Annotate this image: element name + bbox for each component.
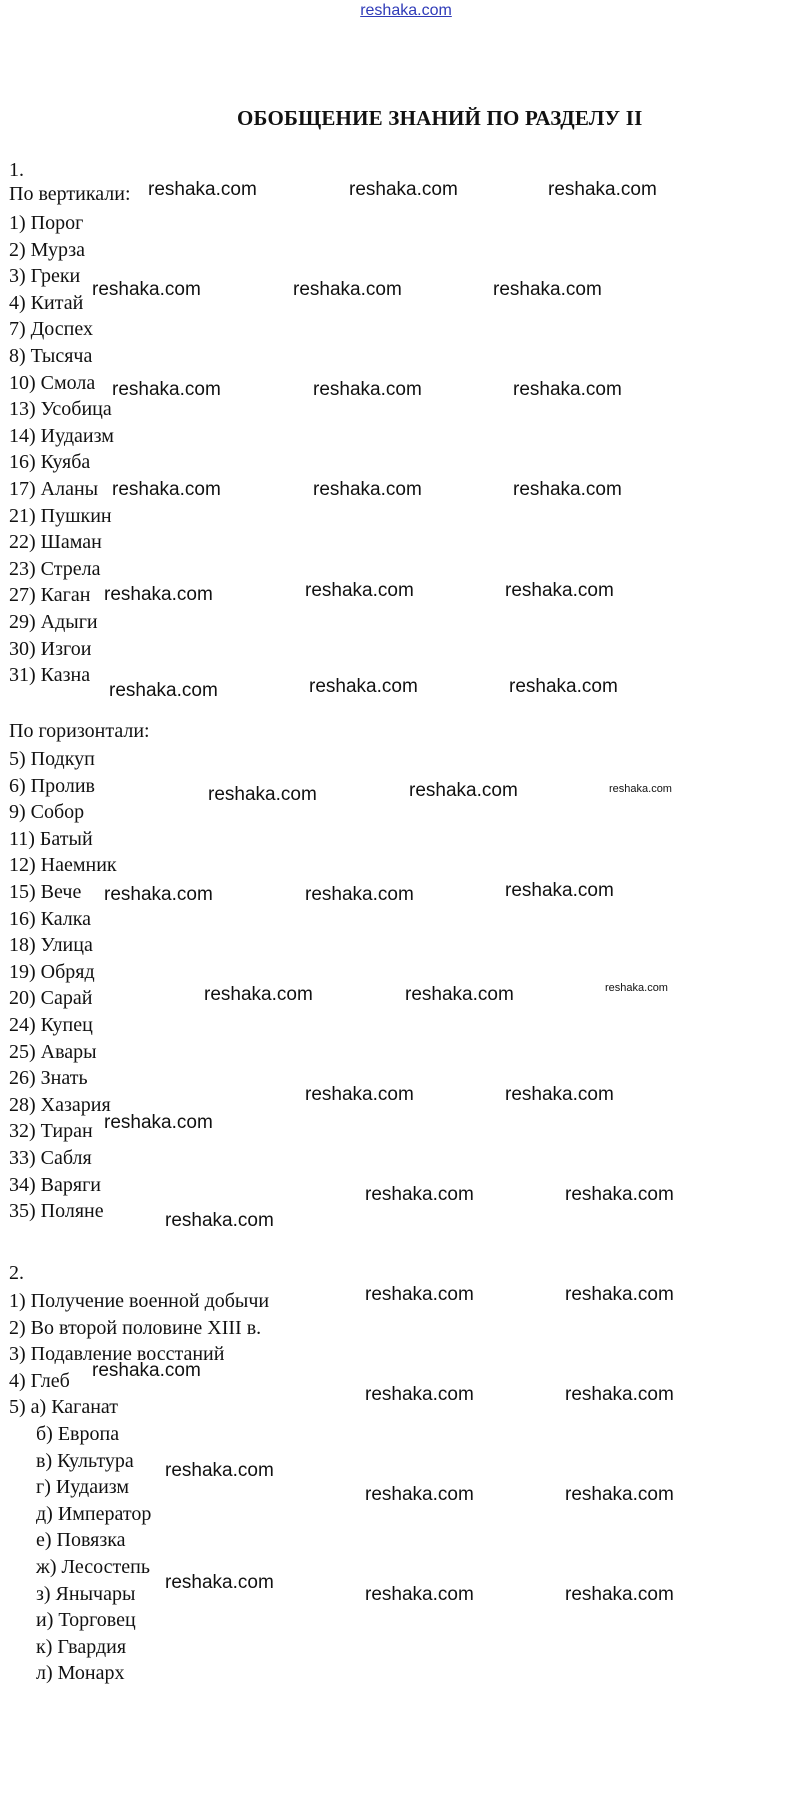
horizontal-answer: 28) Хазария (9, 1093, 111, 1116)
vertical-answer: 22) Шаман (9, 531, 102, 554)
watermark: reshaka.com (349, 179, 458, 200)
vertical-answer: 16) Куяба (9, 451, 91, 474)
task-2-subanswer: б) Европа (36, 1423, 120, 1445)
task-2-answer: 2) Во второй половине XIII в. (9, 1316, 262, 1339)
watermark: reshaka.com (305, 1084, 414, 1105)
watermark: reshaka.com (165, 1572, 274, 1593)
watermark: reshaka.com (104, 884, 213, 905)
watermark: reshaka.com (92, 1360, 201, 1381)
task-2-answers-list (9, 1288, 269, 1421)
horizontal-answer: 6) Пролив (9, 774, 95, 797)
watermark: reshaka.com (204, 984, 313, 1005)
watermark: reshaka.com (505, 580, 614, 601)
task-2-answer: 5) а) Каганат (9, 1396, 119, 1419)
horizontal-answer: 25) Авары (9, 1040, 97, 1063)
task-2-subanswer: г) Иудаизм (36, 1476, 130, 1499)
watermark: reshaka.com (609, 783, 672, 795)
watermark: reshaka.com (565, 1484, 674, 1505)
horizontal-answer: 18) Улица (9, 934, 93, 957)
horizontal-answer: 9) Собор (9, 801, 85, 824)
horizontal-answer: 32) Тиран (9, 1120, 93, 1143)
watermark: reshaka.com (112, 479, 221, 500)
horizontal-answer: 33) Сабля (9, 1146, 92, 1169)
vertical-answer: 23) Стрела (9, 557, 101, 580)
watermark: reshaka.com (493, 279, 602, 300)
vertical-answer: 21) Пушкин (9, 504, 112, 527)
watermark: reshaka.com (509, 676, 618, 697)
watermark: reshaka.com (313, 479, 422, 500)
horizontal-answer: 35) Поляне (9, 1200, 104, 1223)
task-2-subanswer: в) Культура (36, 1449, 134, 1472)
task-2-subanswer: з) Янычары (36, 1582, 136, 1605)
horizontal-heading: По горизонтали: (9, 720, 150, 742)
watermark: reshaka.com (565, 1284, 674, 1305)
watermark: reshaka.com (109, 680, 218, 701)
vertical-answer: 1) Порог (9, 212, 84, 234)
vertical-answer: 4) Китай (9, 291, 84, 314)
task-2-subanswer: и) Торговец (36, 1609, 136, 1632)
vertical-answer: 17) Аланы (9, 477, 99, 500)
watermark: reshaka.com (565, 1384, 674, 1405)
task-2-subanswers-list (36, 1421, 151, 1687)
task-2-answer: 3) Подавление восстаний (9, 1343, 225, 1366)
horizontal-answer: 5) Подкуп (9, 748, 95, 770)
vertical-answer: 8) Тысяча (9, 344, 93, 367)
watermark: reshaka.com (365, 1184, 474, 1205)
watermark: reshaka.com (409, 780, 518, 801)
watermark: reshaka.com (365, 1484, 474, 1505)
watermark: reshaka.com (513, 479, 622, 500)
watermark: reshaka.com (208, 784, 317, 805)
page-title: ОБОБЩЕНИЕ ЗНАНИЙ ПО РАЗДЕЛУ II (237, 106, 643, 130)
watermark: reshaka.com (313, 379, 422, 400)
watermark: reshaka.com (165, 1460, 274, 1481)
vertical-answer: 2) Мурза (9, 238, 85, 261)
task-1-number: 1. (9, 159, 24, 181)
horizontal-answer: 11) Батый (9, 827, 93, 850)
watermark: reshaka.com (548, 179, 657, 200)
task-2-answer: 1) Получение военной добычи (9, 1290, 270, 1312)
source-link[interactable]: reshaka.com (360, 2, 452, 19)
vertical-heading: По вертикали: (9, 183, 131, 205)
watermark: reshaka.com (365, 1584, 474, 1605)
task-2-subanswer: ж) Лесостепь (36, 1555, 150, 1578)
horizontal-answers-list (9, 746, 117, 1225)
watermark: reshaka.com (505, 1084, 614, 1105)
horizontal-answer: 19) Обряд (9, 960, 95, 983)
horizontal-answer: 34) Варяги (9, 1173, 101, 1196)
horizontal-answer: 26) Знать (9, 1067, 88, 1090)
watermark: reshaka.com (505, 880, 614, 901)
vertical-answer: 3) Греки (9, 265, 81, 288)
task-2-subanswer: д) Император (36, 1502, 152, 1525)
watermark: reshaka.com (309, 676, 418, 697)
watermark: reshaka.com (405, 984, 514, 1005)
task-2-subanswer: к) Гвардия (36, 1635, 127, 1658)
watermark: reshaka.com (513, 379, 622, 400)
horizontal-answer: 15) Вече (9, 880, 82, 903)
watermark: reshaka.com (365, 1384, 474, 1405)
horizontal-answer: 16) Калка (9, 907, 92, 930)
watermark: reshaka.com (92, 279, 201, 300)
task-2-number: 2. (9, 1262, 24, 1284)
horizontal-answer: 20) Сарай (9, 987, 93, 1010)
watermark: reshaka.com (565, 1184, 674, 1205)
watermark: reshaka.com (293, 279, 402, 300)
vertical-answer: 7) Доспех (9, 318, 93, 341)
watermark: reshaka.com (104, 1112, 213, 1133)
vertical-answer: 30) Изгои (9, 637, 92, 660)
vertical-answer: 13) Усобица (9, 398, 112, 421)
watermark: reshaka.com (165, 1210, 274, 1231)
watermark: reshaka.com (305, 580, 414, 601)
vertical-answer: 31) Казна (9, 664, 91, 687)
task-2-subanswer: е) Повязка (36, 1529, 126, 1552)
vertical-answer: 14) Иудаизм (9, 424, 114, 447)
watermark: reshaka.com (148, 179, 257, 200)
vertical-answer: 10) Смола (9, 371, 96, 394)
watermark: reshaka.com (112, 379, 221, 400)
watermark: reshaka.com (605, 982, 668, 994)
watermark: reshaka.com (365, 1284, 474, 1305)
horizontal-answer: 12) Наемник (9, 854, 117, 877)
horizontal-answer: 24) Купец (9, 1013, 93, 1036)
watermark: reshaka.com (565, 1584, 674, 1605)
task-2-answer: 4) Глеб (9, 1369, 70, 1392)
task-2-subanswer: л) Монарх (36, 1662, 125, 1685)
vertical-answer: 29) Адыги (9, 610, 98, 633)
vertical-answer: 27) Каган (9, 584, 91, 607)
watermark: reshaka.com (305, 884, 414, 905)
watermark: reshaka.com (104, 584, 213, 605)
